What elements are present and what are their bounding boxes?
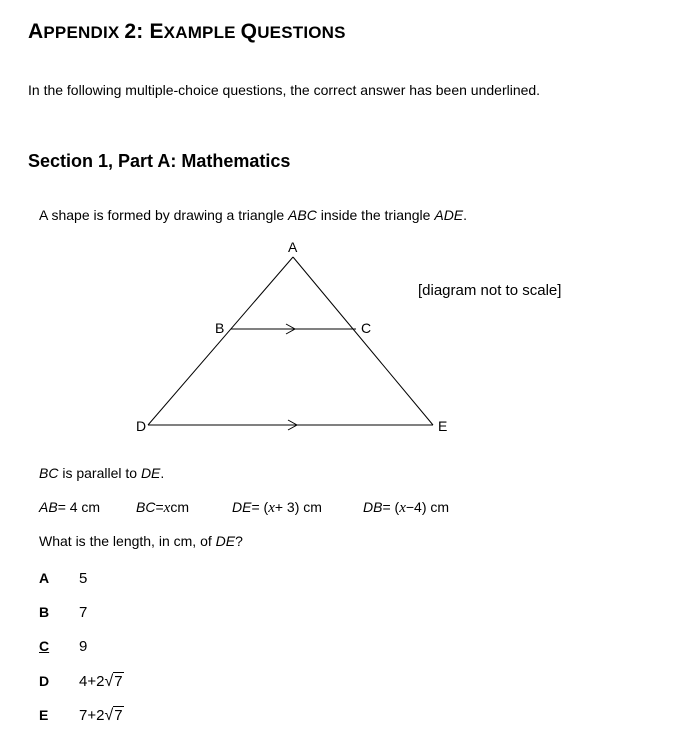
radical-sign: √ (104, 707, 114, 724)
measure-name: AB (39, 499, 58, 515)
measure-name: BC (136, 499, 156, 515)
option-b[interactable] (39, 604, 87, 621)
ask-segment: DE (215, 533, 236, 549)
option-value-prefix: 4+2 (79, 673, 105, 690)
radical-sign: √ (104, 673, 114, 690)
option-d[interactable] (39, 673, 124, 691)
measure-eq: cm (170, 499, 189, 515)
option-a[interactable] (39, 570, 87, 587)
option-letter: D (39, 673, 50, 689)
measure-var: x (268, 500, 275, 516)
measure-ab (39, 499, 136, 515)
measure-eq: + 3) cm (274, 499, 322, 515)
ask-text: ? (235, 533, 243, 549)
given-measures (39, 499, 449, 517)
option-e[interactable] (39, 707, 124, 725)
measure-bc (136, 499, 232, 517)
vertex-label-d: D (136, 418, 147, 434)
vertex-label-b: B (215, 320, 225, 336)
vertex-label-e: E (438, 418, 448, 434)
measure-name: DE (232, 499, 252, 515)
option-letter: E (39, 707, 49, 723)
measure-var: x (163, 500, 171, 516)
parallel-statement (39, 465, 164, 481)
measure-eq: = (155, 499, 164, 515)
option-value (79, 673, 124, 690)
stem-text: . (463, 207, 468, 223)
option-value (79, 707, 124, 724)
option-letter: A (39, 570, 50, 586)
triangle-diagram (0, 230, 700, 450)
option-letter-correct: C (39, 638, 50, 654)
option-c[interactable] (39, 638, 87, 655)
question-prompt (39, 533, 243, 549)
sqrt-expression (104, 673, 123, 691)
option-value: 5 (79, 570, 88, 587)
measure-eq: = ( (251, 499, 269, 515)
parallel-text: is parallel to (58, 465, 141, 481)
stem-text: inside the triangle (316, 207, 435, 223)
segment-de: DE (140, 465, 161, 481)
section-title: Section 1, Part A: Mathematics (28, 151, 291, 171)
title-part: 2: E (124, 20, 164, 43)
title-part: PPENDIX (43, 23, 125, 42)
radicand: 7 (114, 707, 123, 724)
title-part: Q (240, 20, 258, 43)
question-stem (39, 207, 467, 223)
measure-de (232, 499, 363, 517)
option-value: 7 (79, 604, 88, 621)
segment-bc: BC (39, 465, 59, 481)
vertex-label-a: A (288, 239, 298, 255)
radicand: 7 (114, 673, 123, 690)
option-letter: B (39, 604, 50, 620)
option-value-prefix: 7+2 (79, 707, 105, 724)
sqrt-expression (104, 707, 123, 725)
side-ad (148, 257, 293, 425)
title-part: UESTIONS (257, 23, 346, 42)
measure-name: DB (363, 499, 383, 515)
measure-var: x (399, 500, 406, 516)
measure-eq: −4) cm (405, 499, 450, 515)
side-ae (293, 257, 433, 425)
measure-eq: = 4 cm (57, 499, 101, 515)
ask-text: What is the length, in cm, of (39, 533, 216, 549)
parallel-text: . (160, 465, 165, 481)
measure-db (363, 499, 449, 517)
title-part: XAMPLE (163, 23, 241, 42)
diagram-note: [diagram not to scale] (418, 282, 562, 299)
vertex-label-c: C (361, 320, 372, 336)
measure-eq: = ( (382, 499, 400, 515)
intro-text: In the following multiple-choice questions, the correct answer has been underlined. (28, 82, 541, 98)
option-value: 9 (79, 638, 88, 655)
stem-text: A shape is formed by drawing a triangle (39, 207, 289, 223)
stem-triangle-abc: ABC (288, 207, 317, 223)
stem-triangle-ade: ADE (434, 207, 464, 223)
title-part: A (28, 20, 44, 43)
page-title (28, 20, 346, 44)
